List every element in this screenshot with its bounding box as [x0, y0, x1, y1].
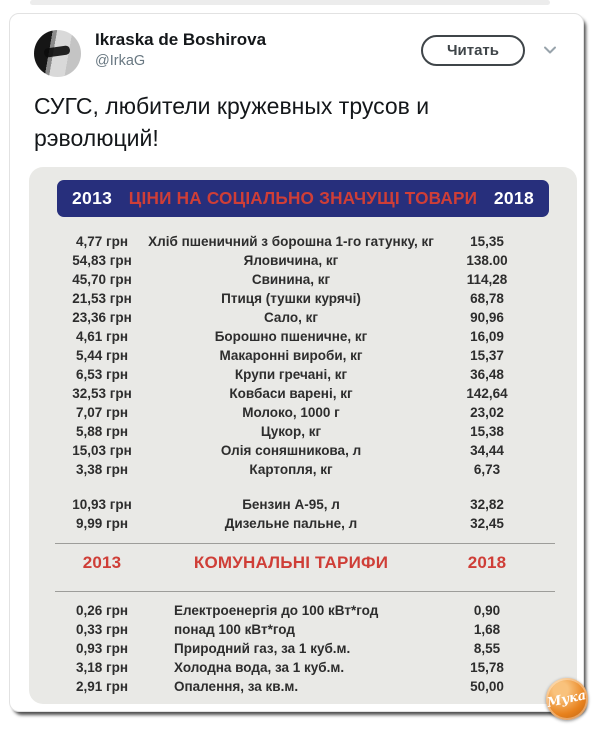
- table-row: [29, 601, 577, 620]
- chevron-down-icon[interactable]: [541, 41, 559, 59]
- price-2013: 45,70 грн: [72, 272, 132, 287]
- item-name: Картопля, кг: [249, 462, 333, 477]
- price-2013: 0,33 грн: [75, 622, 129, 637]
- tweet-header: [10, 14, 583, 77]
- table-row: [29, 251, 577, 270]
- price-2018: 6,73: [473, 462, 501, 477]
- tariffs-title: КОМУНАЛЬНІ ТАРИФИ: [193, 553, 389, 572]
- price-2013: 21,53 грн: [72, 291, 132, 306]
- price-2018: 1,68: [473, 622, 501, 637]
- price-2013: 23,36 грн: [72, 310, 132, 325]
- tariffs-table: [29, 601, 577, 696]
- item-name: Дизельне пальне, л: [224, 516, 358, 531]
- author-name[interactable]: Ikraska de Boshirova: [95, 30, 267, 49]
- table-row: [29, 514, 577, 533]
- item-name: Олія соняшникова, л: [220, 443, 362, 458]
- price-2018: 23,02: [470, 405, 504, 420]
- price-2013: 6,53 грн: [75, 367, 129, 382]
- price-2013: 10,93 грн: [72, 497, 132, 512]
- price-2013: 15,03 грн: [72, 443, 132, 458]
- price-2013: 54,83 грн: [72, 253, 132, 268]
- price-2013: 0,26 грн: [75, 603, 129, 618]
- item-name: Макаронні вироби, кг: [219, 348, 363, 363]
- price-2013: 4,61 грн: [75, 329, 129, 344]
- goods-title: ЦІНИ НА СОЦІАЛЬНО ЗНАЧУЩІ ТОВАРИ: [128, 188, 478, 208]
- divider-line: [55, 543, 555, 544]
- item-name: Цукор, кг: [260, 424, 322, 439]
- item-name: Яловичина, кг: [243, 253, 339, 268]
- table-row: [29, 289, 577, 308]
- price-2018: 68,78: [470, 291, 504, 306]
- watermark-logo: [546, 678, 588, 720]
- author-handle[interactable]: @IrkaG: [95, 53, 146, 70]
- table-row: [29, 346, 577, 365]
- table-row: [29, 308, 577, 327]
- item-name: Борошно пшеничне, кг: [214, 329, 368, 344]
- table-row: [29, 327, 577, 346]
- price-2013: 2,91 грн: [75, 679, 129, 694]
- page-top-edge: [30, 0, 550, 5]
- price-2018: 36,48: [470, 367, 504, 382]
- price-2013: 3,18 грн: [75, 660, 129, 675]
- fuel-price-table: [29, 495, 577, 533]
- author-block: [95, 30, 421, 69]
- price-2018: 15,35: [470, 234, 504, 249]
- price-2018: 8,55: [473, 641, 501, 656]
- price-2018: 90,96: [470, 310, 504, 325]
- divider-line: [55, 591, 555, 592]
- item-name: Природний газ, за 1 куб.м.: [174, 641, 351, 656]
- table-row: [29, 495, 577, 514]
- tweet-text: СУГС, любители кружевных трусов и рэволюций!: [34, 93, 430, 151]
- item-name: понад 100 кВт*год: [174, 622, 295, 637]
- goods-header-banner: [57, 180, 549, 217]
- table-row: [29, 384, 577, 403]
- sunglasses-icon: [44, 45, 71, 58]
- price-2018: 15,38: [470, 424, 504, 439]
- price-2018: 32,45: [470, 516, 504, 531]
- price-2018: 142,64: [466, 386, 508, 401]
- item-name: Опалення, за кв.м.: [174, 679, 299, 694]
- goods-price-table: [29, 232, 577, 479]
- table-row: [29, 422, 577, 441]
- goods-year-left: 2013: [72, 188, 113, 208]
- price-2013: 3,38 грн: [75, 462, 129, 477]
- price-2013: 4,77 грн: [75, 234, 129, 249]
- price-2013: 7,07 грн: [75, 405, 129, 420]
- price-2013: 5,88 грн: [75, 424, 129, 439]
- price-2018: 15,78: [470, 660, 504, 675]
- item-name: Птиця (тушки курячі): [221, 291, 361, 306]
- table-row: [29, 658, 577, 677]
- price-infographic-image[interactable]: [29, 167, 588, 711]
- item-name: Ковбаси варені, кг: [229, 386, 353, 401]
- table-row: [29, 677, 577, 696]
- price-2018: 15,37: [470, 348, 504, 363]
- item-name: Крупи гречані, кг: [234, 367, 348, 382]
- table-row: [29, 232, 577, 251]
- price-2018: 138.00: [466, 253, 508, 268]
- tariffs-year-left: 2013: [82, 553, 122, 572]
- price-2018: 50,00: [470, 679, 504, 694]
- price-2018: 34,44: [470, 443, 504, 458]
- avatar[interactable]: [34, 30, 81, 77]
- tweet-card: [9, 13, 588, 712]
- item-name: Сало, кг: [264, 310, 318, 325]
- table-row: [29, 403, 577, 422]
- item-name: Свинина, кг: [251, 272, 331, 287]
- tariffs-header: [29, 545, 577, 581]
- table-row: [29, 441, 577, 460]
- price-2013: 9,99 грн: [75, 516, 129, 531]
- item-name: Електроенергія до 100 кВт*год: [174, 603, 379, 618]
- price-2018: 16,09: [470, 329, 504, 344]
- item-name: Бензин А-95, л: [242, 497, 340, 512]
- price-2013: 5,44 грн: [75, 348, 129, 363]
- follow-button[interactable]: Читать: [421, 35, 525, 66]
- price-2013: 0,93 грн: [75, 641, 129, 656]
- goods-year-right: 2018: [493, 188, 534, 208]
- price-2013: 32,53 грн: [72, 386, 132, 401]
- table-row: [29, 639, 577, 658]
- table-row: [29, 365, 577, 384]
- table-row: [29, 460, 577, 479]
- item-name: Молоко, 1000 г: [242, 405, 340, 420]
- table-row: [29, 620, 577, 639]
- price-2018: 32,82: [470, 497, 504, 512]
- item-name: Холодна вода, за 1 куб.м.: [174, 660, 345, 675]
- item-name: Хліб пшеничний з борошна 1-го гатунку, кг: [148, 234, 434, 249]
- price-2018: 0,90: [473, 603, 501, 618]
- table-row: [29, 270, 577, 289]
- price-2018: 114,28: [466, 272, 508, 287]
- watermark-text: Мука: [546, 687, 588, 711]
- tariffs-year-right: 2018: [467, 553, 507, 572]
